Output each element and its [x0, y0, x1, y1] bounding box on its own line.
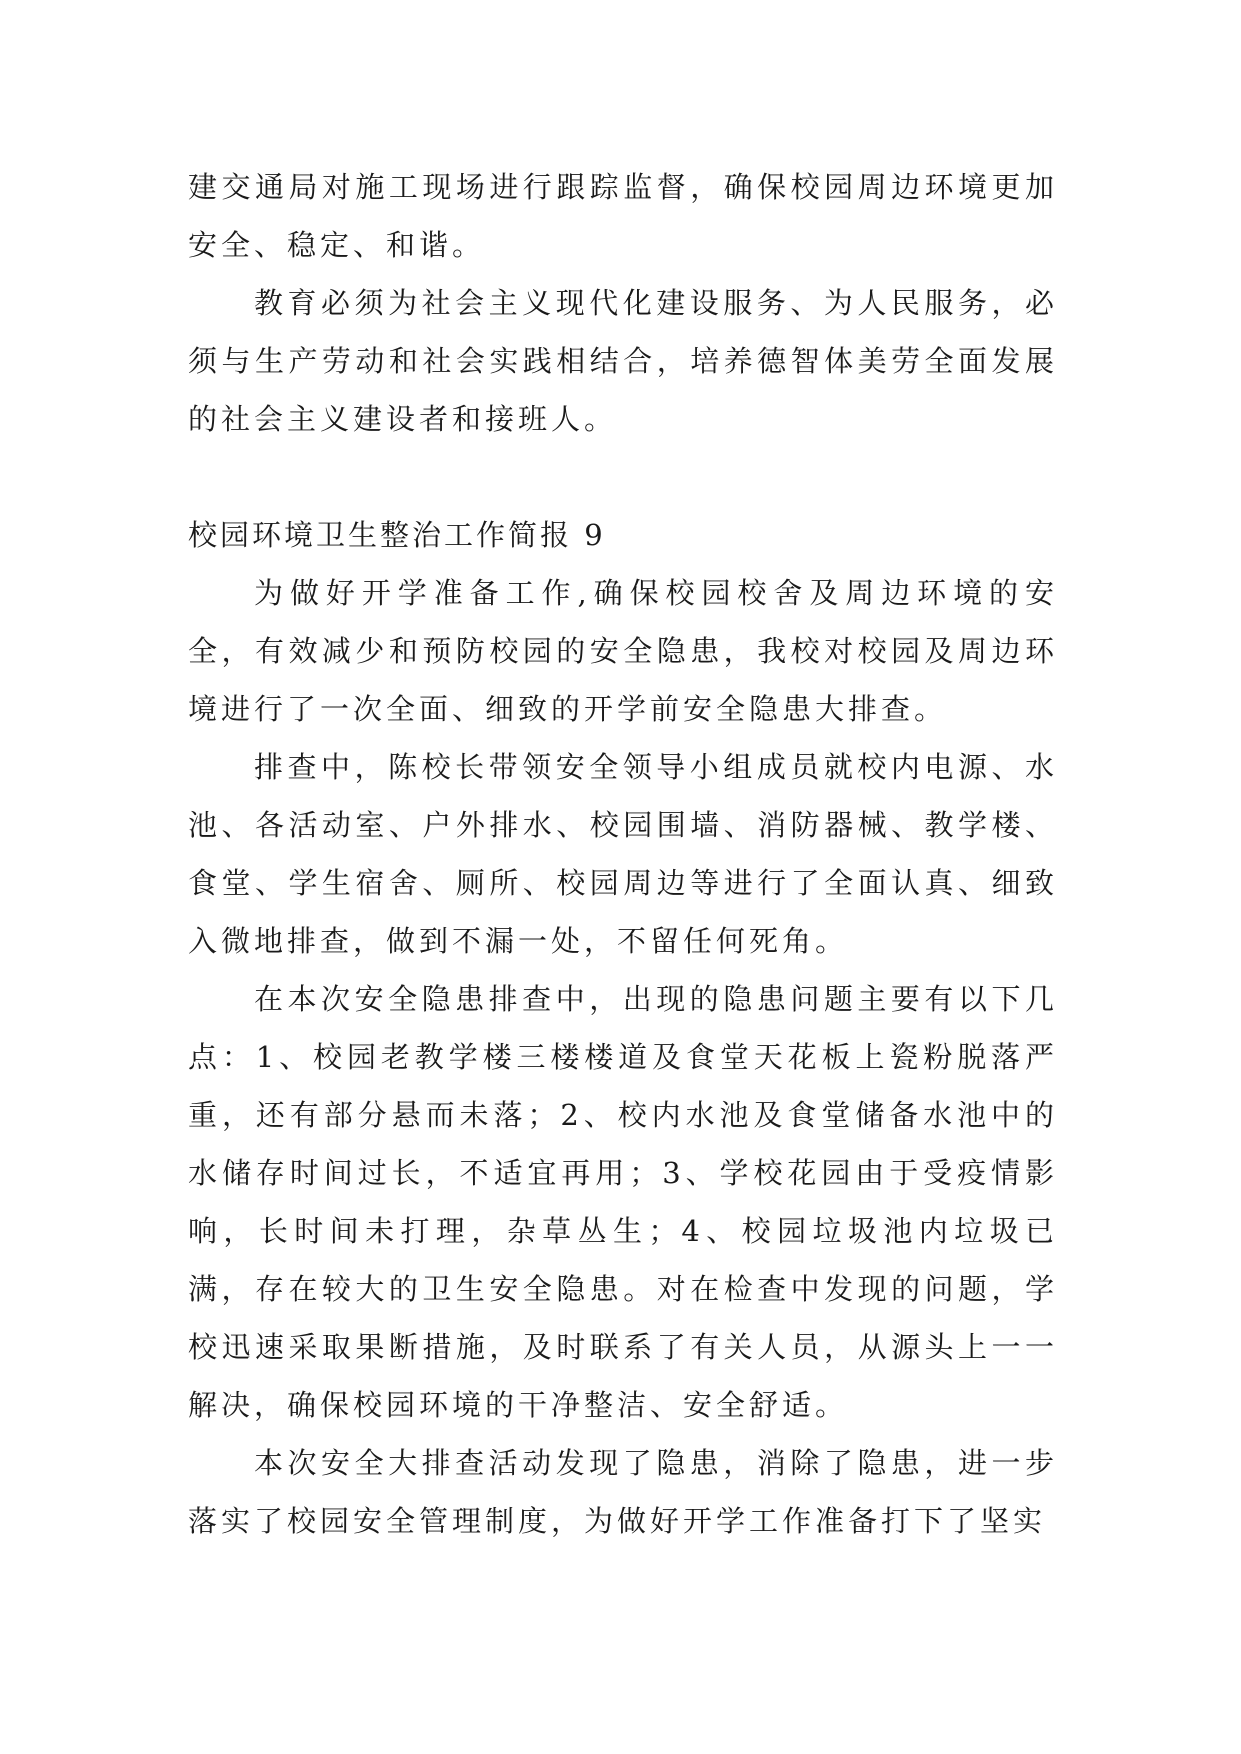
section-title: 校园环境卫生整治工作简报 9 — [188, 518, 606, 552]
paragraph-continuation: 建交通局对施工现场进行跟踪监督，确保校园周边环境更加安全、稳定、和谐。 — [188, 170, 1058, 262]
paragraph-intro: 为做好开学准备工作,确保校园校舍及周边环境的安全，有效减少和预防校园的安全隐患，我校对校园及周边环境进行了一次全面、细致的开学前安全隐患大排查。 — [188, 576, 1058, 726]
document-body — [188, 158, 1058, 1550]
paragraph-conclusion: 本次安全大排查活动发现了隐患，消除了隐患，进一步落实了校园安全管理制度，为做好开学工作准备打下了坚实 — [188, 1446, 1058, 1538]
paragraph-hazards: 在本次安全隐患排查中，出现的隐患问题主要有以下几点：1、校园老教学楼三楼楼道及食堂天花板上瓷粉脱落严重，还有部分悬而未落；2、校内水池及食堂储备水池中的水储存时间过长，不适宜再用；3、学校花园由于受疫情影响，长时间未打理，杂草丛生；4、校园垃圾池内垃圾已满，存在较大的卫生安全隐患。对在检查中发现的问题，学校迅速采取果断措施，及时联系了有关人员，从源头上一一解决，确保校园环境的干净整洁、安全舒适。 — [188, 982, 1058, 1422]
paragraph-inspection: 排查中，陈校长带领安全领导小组成员就校内电源、水池、各活动室、户外排水、校园围墙、消防器械、教学楼、食堂、学生宿舍、厕所、校园周边等进行了全面认真、细致入微地排查，做到不漏一处，不留任何死角。 — [188, 750, 1058, 958]
paragraph-education: 教育必须为社会主义现代化建设服务、为人民服务，必须与生产劳动和社会实践相结合，培养德智体美劳全面发展的社会主义建设者和接班人。 — [188, 286, 1058, 436]
